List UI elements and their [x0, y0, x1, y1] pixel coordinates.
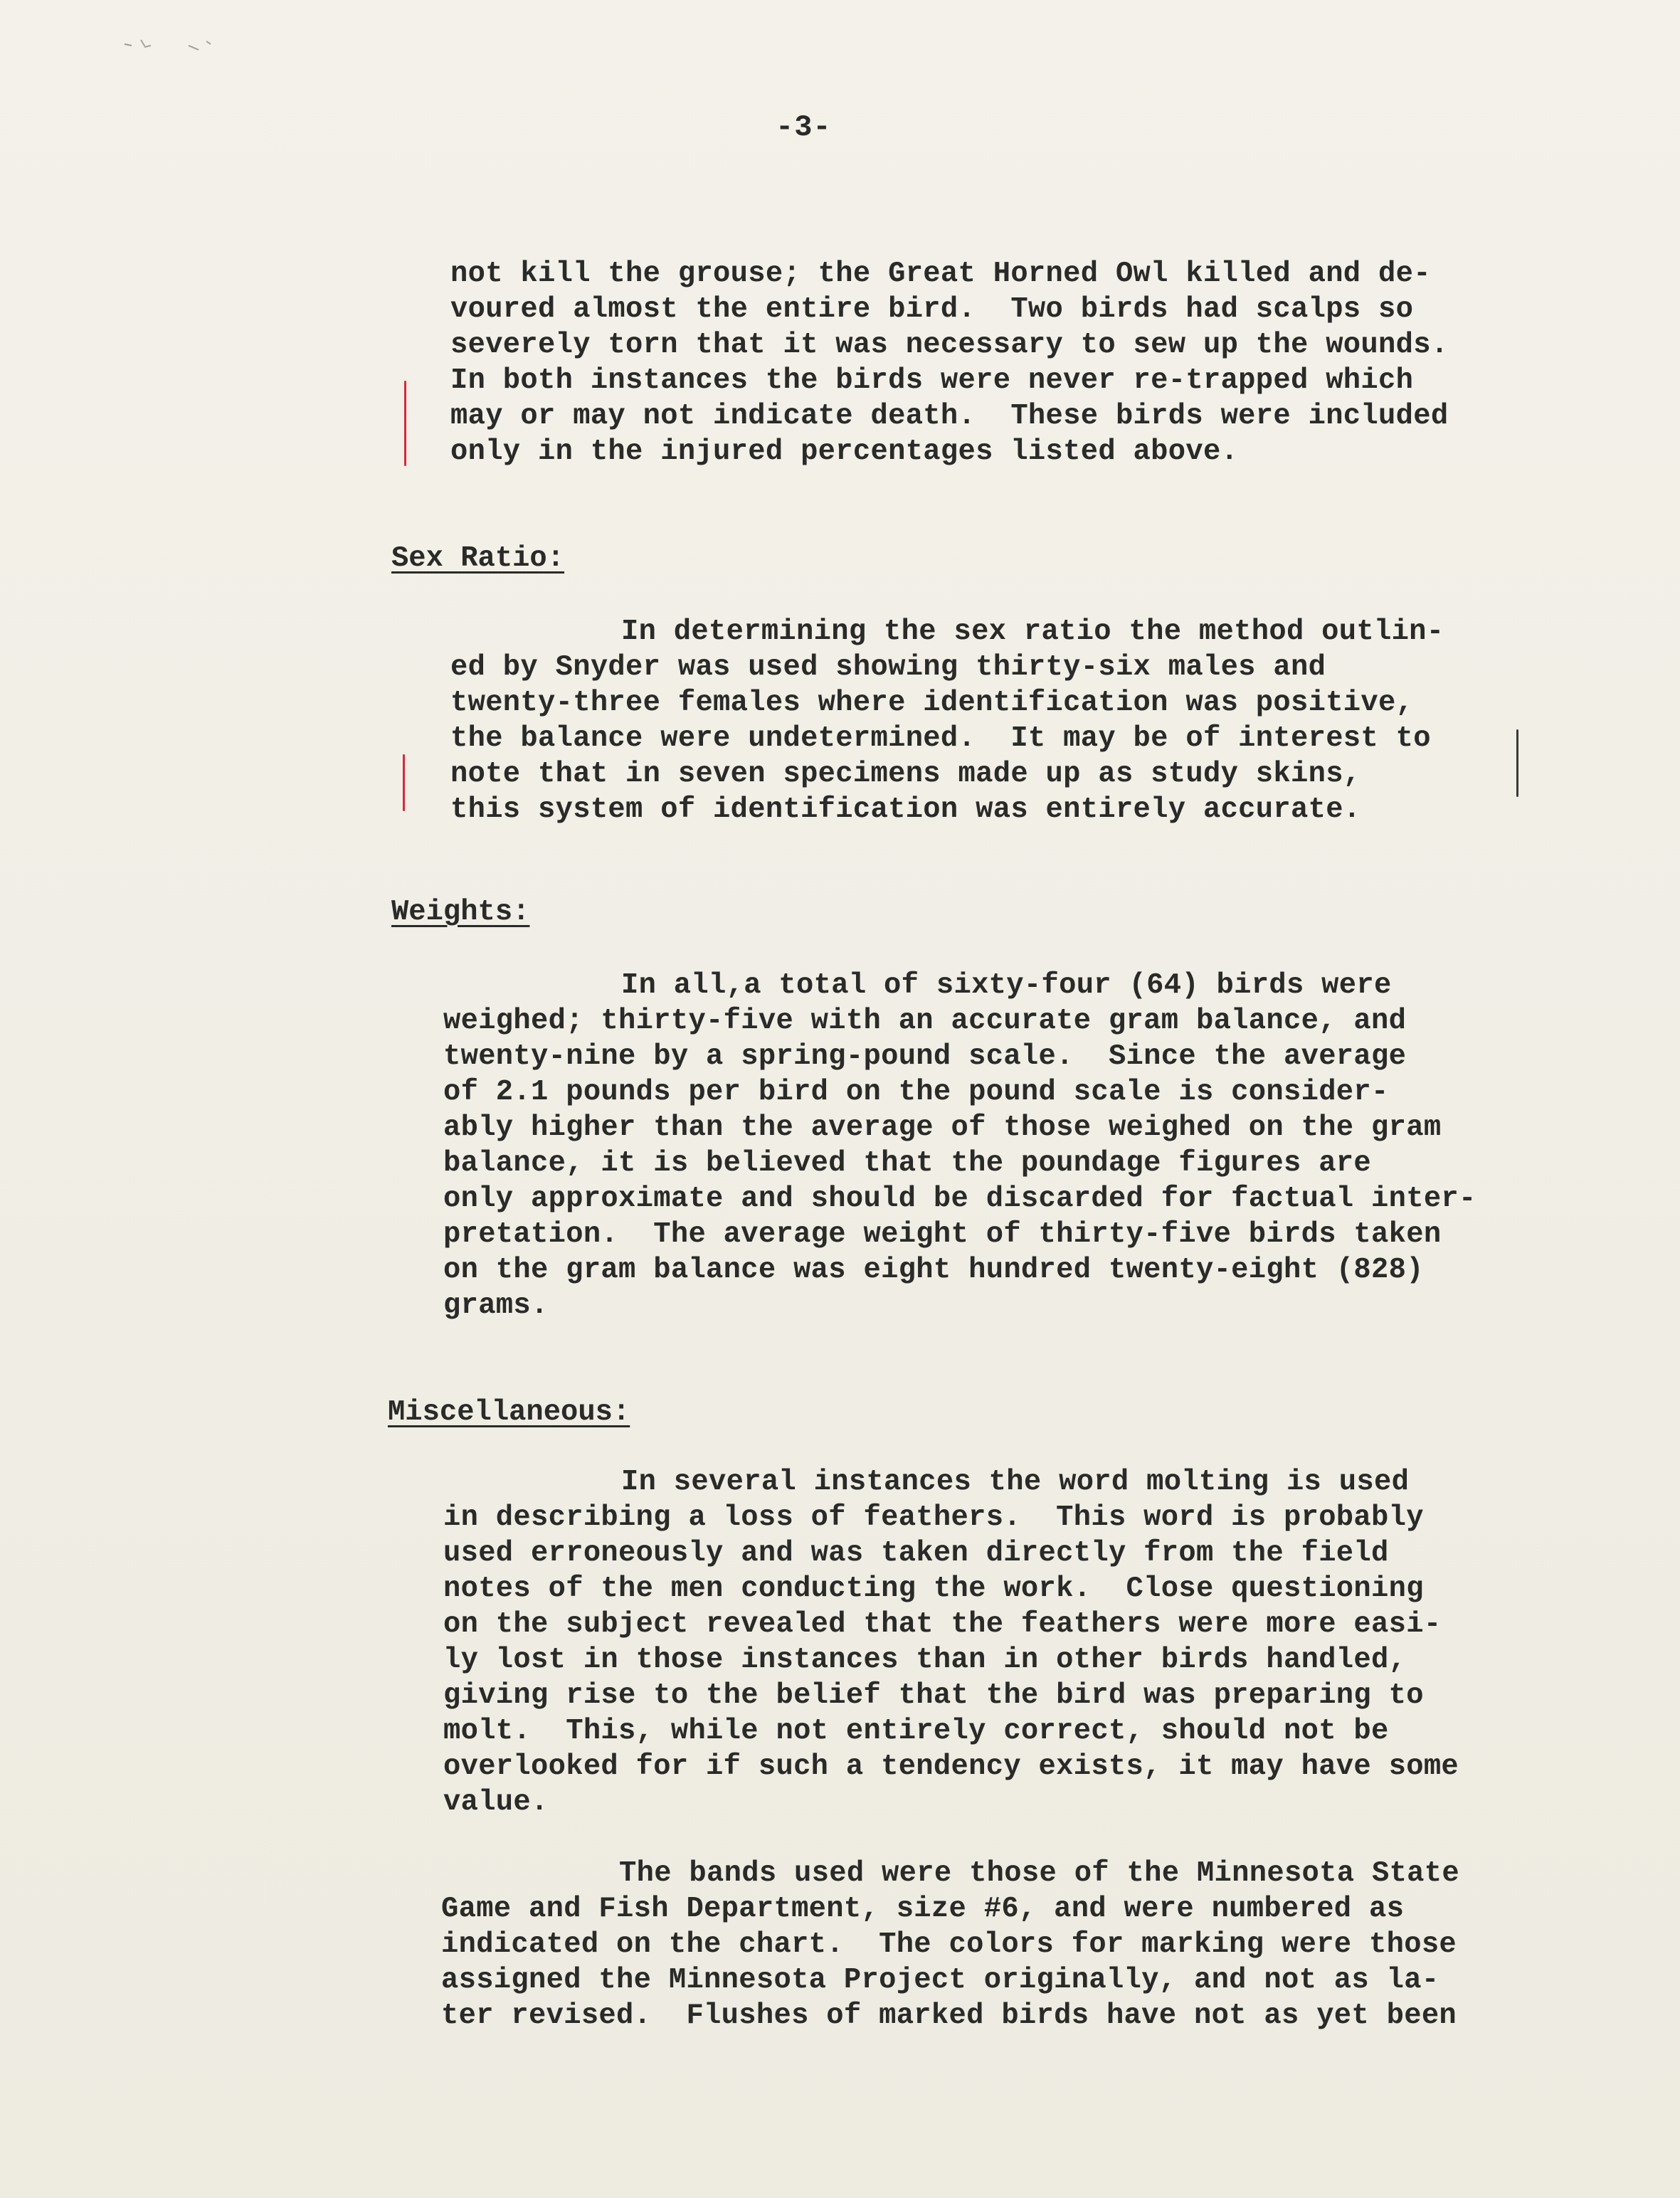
text-line: ed by Snyder was used showing thirty-six males and	[450, 651, 1326, 684]
text-line: in describing a loss of feathers. This word is probably	[443, 1501, 1424, 1534]
text-line: not kill the grouse; the Great Horned Owl killed and de-	[450, 258, 1431, 290]
section-heading-sex-ratio: Sex Ratio:	[391, 542, 565, 575]
text-line: giving rise to the belief that the bird was preparing to	[443, 1679, 1424, 1712]
text-line: molt. This, while not entirely correct, should not be	[443, 1715, 1389, 1748]
gray-margin-mark	[1516, 729, 1518, 797]
text-line: indicated on the chart. The colors for marking were those	[441, 1928, 1457, 1961]
text-line: notes of the men conducting the work. Close questioning	[443, 1573, 1424, 1605]
text-line: balance, it is believed that the poundage figures are	[443, 1147, 1372, 1180]
text-line: In several instances the word molting is used	[621, 1466, 1410, 1499]
page-number: -3-	[776, 110, 832, 144]
text-line: pretation. The average weight of thirty-five birds taken	[443, 1218, 1442, 1251]
text-line: In all,a total of sixty-four (64) birds were	[621, 969, 1392, 1002]
red-margin-mark	[403, 754, 405, 811]
section-heading-miscellaneous: Miscellaneous:	[388, 1396, 630, 1429]
text-line: ter revised. Flushes of marked birds have not as yet been	[441, 1999, 1457, 2032]
text-line: the balance were undetermined. It may be of interest to	[450, 722, 1431, 755]
text-line: value.	[443, 1786, 549, 1819]
text-line: this system of identification was entirely accurate.	[450, 793, 1361, 826]
text-line: weighed; thirty-five with an accurate gram balance, and	[443, 1005, 1407, 1037]
red-margin-mark	[404, 381, 406, 466]
text-line: only in the injured percentages listed above.	[450, 435, 1239, 468]
text-line: ably higher than the average of those weighed on the gram	[443, 1111, 1442, 1144]
text-line: may or may not indicate death. These birds were included	[450, 400, 1449, 433]
text-line: In determining the sex ratio the method outlin-	[621, 615, 1444, 648]
text-line: of 2.1 pounds per bird on the pound scale is consider-	[443, 1076, 1389, 1109]
text-line: grams.	[443, 1289, 549, 1322]
text-line: Game and Fish Department, size #6, and were numbered as	[441, 1893, 1405, 1925]
text-line: on the gram balance was eight hundred twenty-eight (828)	[443, 1254, 1424, 1286]
text-line: note that in seven specimens made up as study skins,	[450, 758, 1361, 791]
text-line: twenty-three females where identification was positive,	[450, 687, 1414, 719]
text-line: In both instances the birds were never re-trapped which	[450, 364, 1414, 397]
paper-specks	[121, 36, 249, 57]
text-line: ly lost in those instances than in other birds handled,	[443, 1644, 1407, 1676]
text-line: twenty-nine by a spring-pound scale. Since the average	[443, 1040, 1407, 1073]
text-line: used erroneously and was taken directly from the field	[443, 1537, 1389, 1570]
text-line: The bands used were those of the Minnesota State	[619, 1857, 1459, 1890]
section-heading-weights: Weights:	[391, 896, 530, 929]
text-line: assigned the Minnesota Project originally, and not as la-	[441, 1964, 1439, 1997]
text-line: severely torn that it was necessary to sew up the wounds.	[450, 329, 1449, 361]
text-line: only approximate and should be discarded for factual inter-	[443, 1183, 1476, 1215]
text-line: on the subject revealed that the feathers were more easi-	[443, 1608, 1442, 1641]
text-line: voured almost the entire bird. Two birds had scalps so	[450, 293, 1414, 326]
text-line: overlooked for if such a tendency exists, it may have some	[443, 1750, 1459, 1783]
